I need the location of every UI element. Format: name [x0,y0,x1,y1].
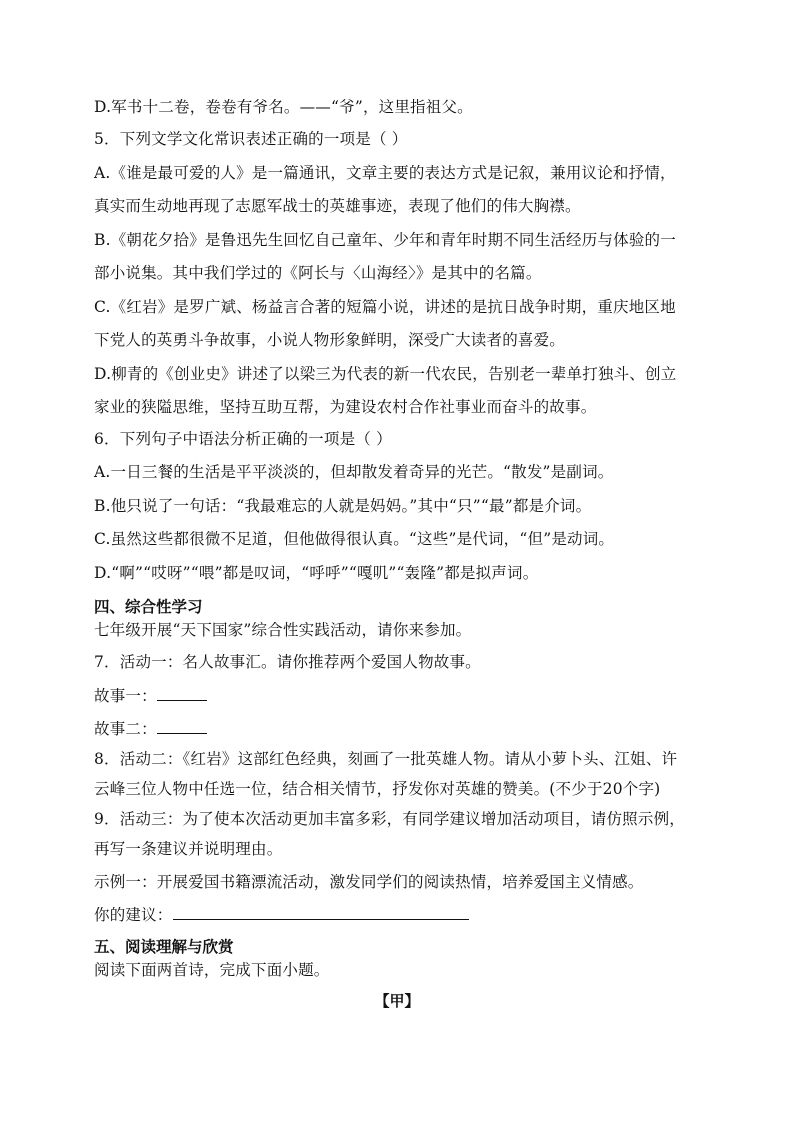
suggestion-answer-blank[interactable] [173,904,469,920]
q5-option-d-line1: D.柳青的《创业史》讲述了以梁三为代表的新一代农民，告别老一辈单打独斗、创立 [94,365,677,383]
question-7-stem: 7．活动一：名人故事汇。请你推荐两个爱国人物故事。 [94,653,481,671]
question-6-stem: 6．下列句子中语法分析正确的一项是（ ） [94,430,392,448]
q5-option-c-line1: C.《红岩》是罗广斌、杨益言合著的短篇小说，讲述的是抗日战争时期，重庆地区地 [94,298,676,316]
section-4-heading: 四、综合性学习 [94,598,203,616]
story-2-row [94,718,207,739]
q6-option-d: D.“啊”“哎呀”“喂”都是叹词，“呼呼”“嘎叽”“轰隆”都是拟声词。 [94,564,539,582]
story-1-label: 故事一： [94,687,157,705]
suggestion-row [94,904,469,925]
q5-option-a-line2: 真实而生动地再现了志愿军战士的英雄事迹，表现了他们的伟大胸襟。 [94,197,581,215]
q5-option-b-line1: B.《朝花夕拾》是鲁迅先生回忆自己童年、少年和青年时期不同生活经历与体验的一 [94,231,676,249]
story-2-answer-blank[interactable] [157,718,207,734]
section-5-heading: 五、阅读理解与欣赏 [94,938,234,956]
story-1-answer-blank[interactable] [157,685,207,701]
poem-a-label: 【甲】 [374,992,420,1010]
question-8-line1: 8．活动二：《红岩》这部红色经典，刻画了一批英雄人物。请从小萝卜头、江姐、许 [94,750,678,768]
section-4-intro: 七年级开展“天下国家”综合性实践活动，请你来参加。 [94,621,472,639]
question-5-stem: 5．下列文学文化常识表述正确的一项是（ ） [94,130,408,148]
q5-option-a-line1: A.《谁是最可爱的人》是一篇通讯，文章主要的表达方式是记叙，兼用议论和抒情， [94,164,676,182]
q5-option-d-line2: 家业的狭隘思维，坚持互助互帮，为建设农村合作社事业而奋斗的故事。 [94,398,597,416]
section-5-intro: 阅读下面两首诗，完成下面小题。 [94,961,330,979]
story-2-label: 故事二： [94,720,157,738]
example-1: 示例一：开展爱国书籍漂流活动，激发同学们的阅读热情，培养爱国主义情感。 [94,873,644,891]
q6-option-c: C.虽然这些都很微不足道，但他做得很认真。“这些”是代词，“但”是动词。 [94,530,615,548]
question-9-line2: 再写一条建议并说明理由。 [94,840,283,858]
question-9-line1: 9．活动三：为了使本次活动更加丰富多彩，有同学建议增加活动项目，请仿照示例， [94,810,685,828]
q5-option-c-line2: 下党人的英勇斗争故事，小说人物形象鲜明，深受广大读者的喜爱。 [94,331,566,349]
suggestion-label: 你的建议： [94,906,173,924]
q6-option-a: A.一日三餐的生活是平平淡淡的，但却散发着奇异的光芒。“散发”是副词。 [94,463,614,481]
q6-option-b: B.他只说了一句话：“我最难忘的人就是妈妈。”其中“只”“最”都是介词。 [94,497,592,515]
question-8-line2: 云峰三位人物中任选一位，结合相关情节，抒发你对英雄的赞美。(不少于20个字) [94,780,661,798]
story-1-row [94,685,207,706]
option-d-q4: D.军书十二卷，卷卷有爷名。——“爷”，这里指祖父。 [94,98,473,116]
q5-option-b-line2: 部小说集。其中我们学过的《阿长与〈山海经〉》是其中的名篇。 [94,264,542,282]
